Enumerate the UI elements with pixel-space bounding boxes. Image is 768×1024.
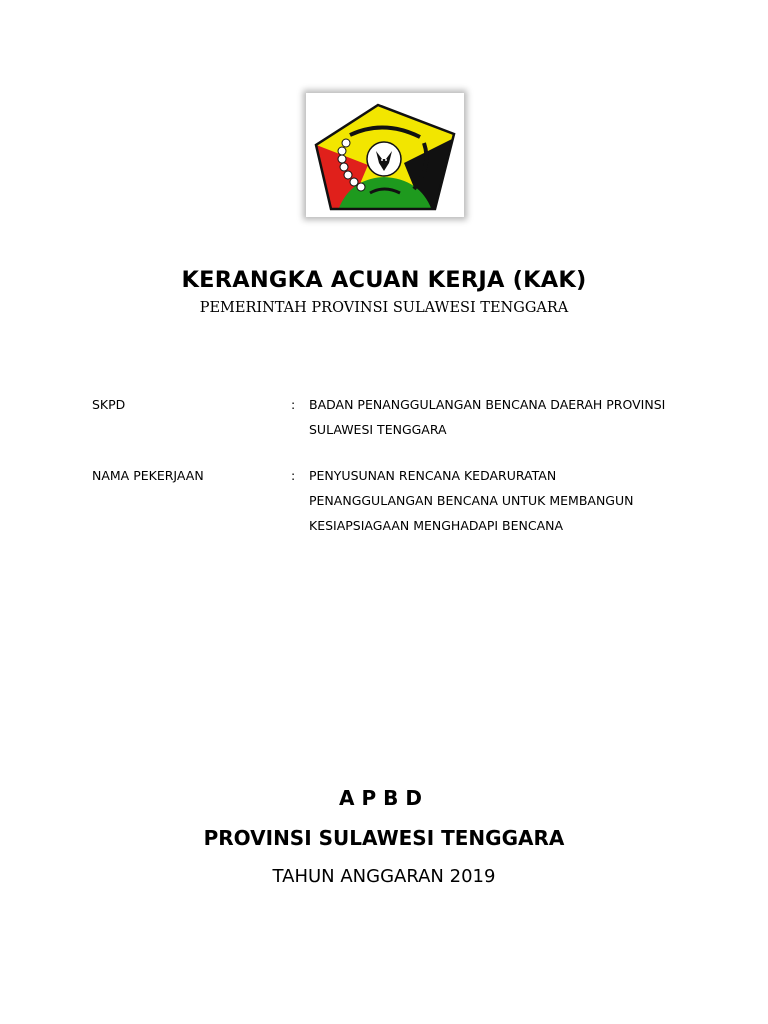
field-nama-pekerjaan-value-line: PENYUSUNAN RENCANA KEDARURATAN xyxy=(309,468,557,483)
field-skpd-value xyxy=(309,392,689,442)
sulawesi-tenggara-emblem-icon xyxy=(306,93,464,217)
province-heading: PROVINSI SULAWESI TENGGARA xyxy=(203,826,565,850)
field-nama-pekerjaan-value-line: PENANGGULANGAN BENCANA UNTUK MEMBANGUN xyxy=(309,493,634,508)
field-skpd-colon: : xyxy=(291,397,296,412)
fiscal-year: TAHUN ANGGARAN 2019 xyxy=(272,866,496,887)
field-skpd-label: SKPD xyxy=(92,397,126,412)
logo xyxy=(306,93,464,217)
field-skpd-value-line: BADAN PENANGGULANGAN BENCANA DAERAH PROVINSI xyxy=(309,397,666,412)
document-subtitle: PEMERINTAH PROVINSI SULAWESI TENGGARA xyxy=(199,300,569,316)
field-nama-pekerjaan-colon: : xyxy=(291,468,296,483)
field-nama-pekerjaan-value-line: KESIAPSIAGAAN MENGHADAPI BENCANA xyxy=(309,518,564,533)
document-title: KERANGKA ACUAN KERJA (KAK) xyxy=(181,267,587,293)
apbd-heading: APBD xyxy=(339,786,429,810)
field-nama-pekerjaan-label: NAMA PEKERJAAN xyxy=(92,468,204,483)
field-nama-pekerjaan-value xyxy=(309,463,689,538)
field-skpd-value-line: SULAWESI TENGGARA xyxy=(309,422,447,437)
